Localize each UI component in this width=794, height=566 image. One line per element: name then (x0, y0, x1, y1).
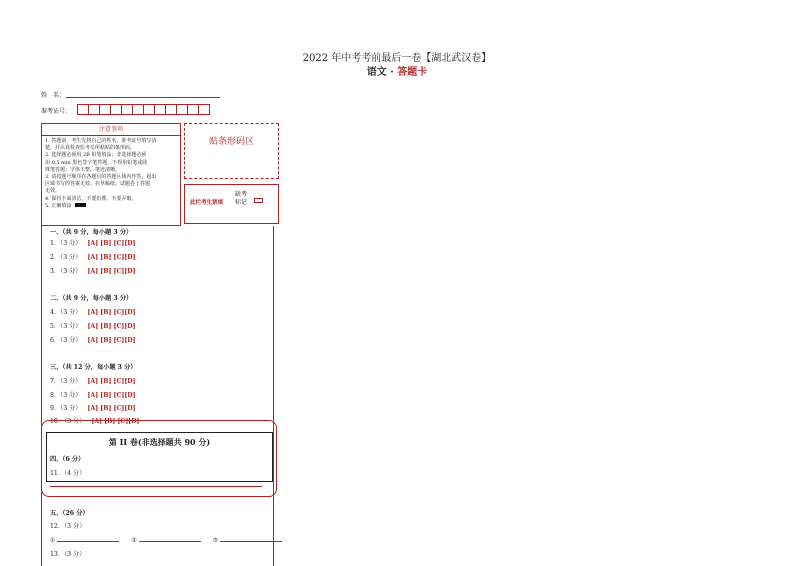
id-number-boxes[interactable] (77, 104, 209, 115)
answer-sheet-label: 答题卡 (397, 67, 428, 78)
id-label: 准考证号： (41, 108, 72, 115)
question-row: 5．（3 分） [A] [B] [C][D] (50, 323, 136, 330)
question-row: 13．（3 分） (50, 551, 86, 558)
section-heading: 一、（共 9 分，每小题 3 分） (50, 229, 133, 236)
question-row: 6．（3 分） [A] [B] [C][D] (50, 337, 136, 344)
choice-options[interactable]: [A] [B] [C][D] (87, 378, 136, 385)
notice-item: 3. 请按题号顺序在各题目的答题区域内作答，超出 (45, 174, 157, 181)
absent-label-1: 缺考 (235, 191, 248, 198)
question-row: 12．（3 分） (50, 523, 86, 530)
choice-options[interactable]: [A] [B] [C][D] (87, 337, 136, 344)
notice-item: 珠笔答题；字体工整、笔迹清晰。 (45, 166, 121, 173)
subject-label: 语文 · (366, 67, 398, 78)
notice-item: 用 0.5 mm 黑色签字笔答题，不得用铅笔或圆 (45, 159, 148, 166)
question-row: 9．（3 分） [A] [B] [C][D] (50, 405, 136, 412)
absent-box (184, 184, 279, 224)
section-heading: 四、（6 分） (50, 456, 85, 463)
question-row: 1．（3 分） [A] [B] [C][D] (50, 240, 136, 247)
notice-item: 楚，并认真检查监考员所粘贴的条形码。 (45, 145, 136, 152)
notice-title: 注意事项 (42, 124, 180, 136)
barcode-area (184, 123, 279, 179)
section-heading: 五、（26 分） (50, 510, 89, 517)
choice-options[interactable]: [A] [B] [C][D] (87, 405, 136, 412)
answer-line[interactable] (50, 486, 262, 487)
name-label: 姓 名： (41, 92, 66, 99)
question-row: 11．（4 分） (50, 470, 86, 477)
choice-options[interactable]: [A] [B] [C][D] (87, 309, 136, 316)
choice-options[interactable]: [A] [B] [C][D] (87, 323, 136, 330)
answer-blank[interactable] (139, 535, 201, 542)
part2-title: 第 II 卷(非选择题共 90 分) (108, 437, 211, 447)
notice-box (41, 123, 181, 226)
notice-item: 2. 选择题必须用 2B 铅笔填涂；非选择题必须 (45, 152, 147, 159)
choice-options[interactable]: [A] [B] [C][D] (91, 418, 140, 425)
notice-item: 1. 答题前，考生先将自己的姓名，准考证号填写清 (45, 138, 157, 144)
notice-item: 区域书写的答案无效；在草稿纸、试题卷上答题 (45, 181, 151, 188)
answer-blank[interactable] (57, 535, 119, 542)
barcode-area-label: 贴条形码区 (208, 137, 254, 147)
filled-mark-example (75, 203, 86, 207)
answer-blank[interactable] (220, 535, 282, 542)
question-row: 3．（3 分） [A] [B] [C][D] (50, 268, 136, 275)
choice-options[interactable]: [A] [B] [C][D] (87, 392, 136, 399)
blank-row: ① ② ③ (50, 535, 282, 544)
question-row: 8．（3 分） [A] [B] [C][D] (50, 392, 136, 399)
choice-options[interactable]: [A] [B] [C][D] (87, 254, 136, 261)
name-input-line[interactable] (66, 97, 220, 98)
notice-item: 无效。 (45, 188, 61, 195)
absent-label-2: 标记 (235, 199, 248, 206)
answer-sheet-title: 2022 年中考考前最后一卷【湖北武汉卷】 (302, 53, 492, 64)
section-heading: 二、（共 9 分，每小题 3 分） (50, 295, 133, 302)
choice-options[interactable]: [A] [B] [C][D] (87, 268, 136, 275)
answer-sheet-subtitle (0, 63, 794, 78)
question-row: 4．（3 分） [A] [B] [C][D] (50, 309, 136, 316)
notice-item: 5. 正确填涂 (42, 203, 180, 210)
absent-note: 此栏考生禁填 (190, 200, 224, 206)
absent-checkbox[interactable] (254, 198, 263, 203)
question-row: 7．（3 分） [A] [B] [C][D] (50, 378, 136, 385)
section-heading: 三、（共 12 分，每小题 3 分） (50, 364, 137, 371)
question-row: 2．（3 分） [A] [B] [C][D] (50, 254, 136, 261)
notice-item: 4. 保持卡面清洁，不要折叠、不要弄破。 (45, 195, 137, 202)
choice-options[interactable]: [A] [B] [C][D] (87, 240, 136, 247)
question-row: 10．（3 分） [A] [B] [C][D] (50, 418, 140, 425)
